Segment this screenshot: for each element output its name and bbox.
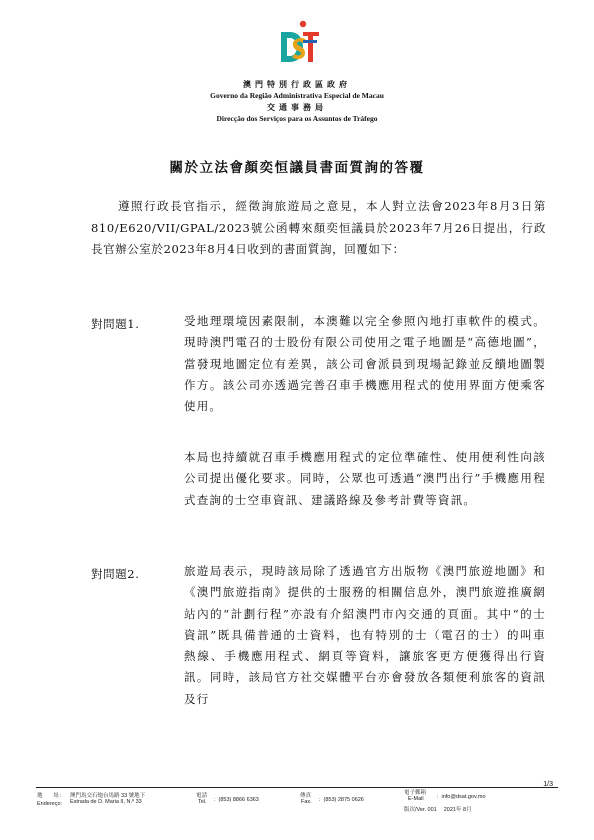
- department-name-zh: 交通事務局: [267, 102, 327, 112]
- footer-fax: ：(853) 2875 0626: [318, 797, 364, 803]
- logo-bar: [303, 40, 317, 43]
- footer-tel-label-zh: 電話: [196, 793, 208, 799]
- footer-address-pt: Estrada de D. Maria II, N.º 33: [70, 799, 142, 805]
- answer-1-paragraph-1: 受地理環境因素限制，本澳難以完全參照內地打車軟件的模式。現時澳門電召的士股份有限公司使用之電子地圖是“高德地圖”，當發現地圖定位有差異，該公司會派員到現場記錄並反饋地圖製作方。該公司亦透過完善召車手機應用程式的使用界面方便乘客使用。: [184, 314, 546, 414]
- footer-tel: ：(853) 8866 6363: [213, 797, 259, 803]
- footer-fax-label-zh: 傳真: [300, 793, 312, 799]
- footer-divider: [36, 787, 558, 788]
- page-number: 1/3: [543, 781, 553, 788]
- footer-email-label-pt: E-Mail: [408, 796, 424, 802]
- footer-version: 版次/Ver. 001 2021年 8月: [404, 807, 472, 813]
- question-1-label: 對問題1.: [91, 317, 140, 331]
- answer-2-paragraph-1: 旅遊局表示，現時該局除了透過官方出版物《澳門旅遊地圖》和《澳門旅遊指南》提供的士服務的相關信息外，澳門旅遊推廣網站內的“計劃行程”亦設有介紹澳門市內交通的頁面。其中“的士資訊”既具備普通的士資料，也有特別的士（電召的士）的叫車熱線、手機應用程式、網頁等資料，讓旅客更方便獲得出行資訊。同時，該局官方社交媒體平台亦會發放各類便利旅客的資訊及行: [184, 564, 546, 706]
- government-name-zh: 澳門特別行政區政府: [243, 79, 351, 89]
- footer-address-label-pt: Endereço：: [37, 801, 67, 807]
- logo-t-shape: [303, 32, 319, 62]
- footer-address-zh: 澳門馬交石炮台馬路 33 號地下: [70, 793, 146, 799]
- department-name-pt: Direcção dos Serviços para os Assuntos de Tráfego: [216, 114, 378, 123]
- answer-1-paragraph-2: 本局也持續就召車手機應用程式的定位準確性、使用便利性向該公司提出優化要求。同時，公眾也可透過“澳門出行”手機應用程式查詢的士空車資訊、建議路線及參考計費等資訊。: [184, 450, 546, 507]
- footer-email-label-zh: 電子郵箱: [404, 790, 427, 796]
- dsat-logo: [279, 20, 319, 66]
- intro-paragraph: 遵照行政長官指示，經徵詢旅遊局之意見，本人對立法會2023年8月3日第810/E620/VII/GPAL/2023號公函轉來顏奕恒議員於2023年7月26日提出，行政長官辦公室於2023年8月4日收到的書面質詢，回覆如下：: [91, 199, 546, 256]
- document-title: 關於立法會顏奕恒議員書面質詢的答覆: [169, 160, 425, 176]
- footer-tel-label-pt: Tel.: [198, 799, 207, 805]
- footer-address-label-zh: 地 址：: [37, 793, 65, 799]
- footer-fax-label-pt: Fax.: [301, 799, 312, 805]
- footer-email: ：info@dsat.gov.mo: [436, 794, 486, 800]
- government-name-pt: Governo da Região Administrativa Especial de Macau: [210, 91, 384, 100]
- logo-dot: [300, 21, 306, 27]
- question-2-label: 對問題2.: [91, 567, 140, 581]
